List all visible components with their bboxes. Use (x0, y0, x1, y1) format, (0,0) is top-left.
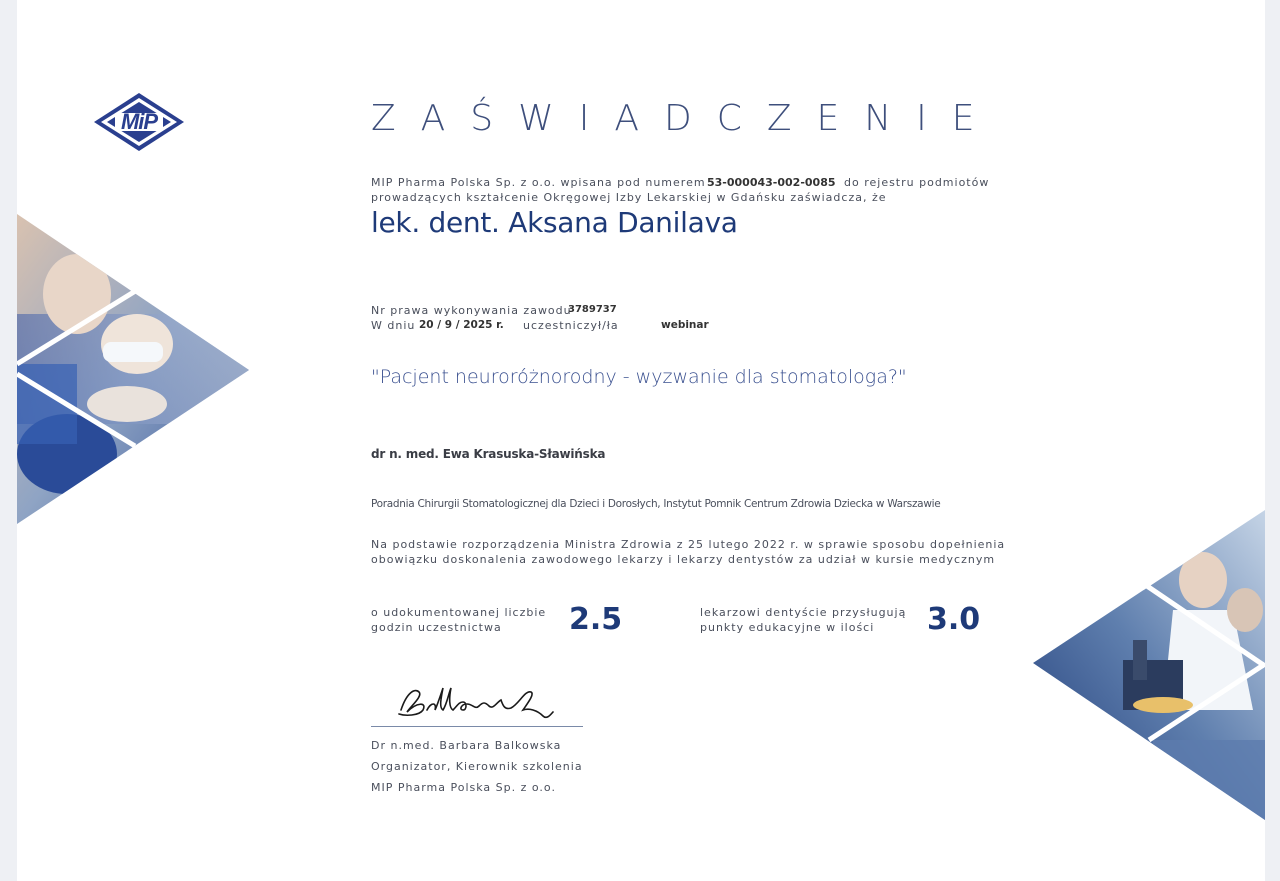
hours-label-line2: godzin uczestnictwa (371, 621, 502, 634)
signatory-company: MIP Pharma Polska Sp. z o.o. (371, 781, 556, 794)
certificate-sheet (17, 0, 1265, 881)
hours-value: 2.5 (569, 602, 623, 637)
handwritten-signature (393, 680, 563, 724)
register-number: 53-000043-002-0085 (707, 176, 836, 189)
regulation-line1: Na podstawie rozporządzenia Ministra Zdrowia z 25 lutego 2022 r. w sprawie sposobu dopełnienia (371, 538, 1006, 551)
intro-line2: prowadzących kształcenie Okręgowej Izby Lekarskiej w Gdańsku zaświadcza, że (371, 191, 887, 204)
signatory-name: Dr n.med. Barbara Balkowska (371, 739, 562, 752)
participant-name: lek. dent. Aksana Danilava (371, 206, 738, 239)
dental-photo-collage (17, 214, 249, 524)
lecturer-name: dr n. med. Ewa Krasuska-Sławińska (371, 447, 606, 461)
points-label-line1: lekarzowi dentyście przysługują (700, 606, 907, 619)
intro-line1-post: do rejestru podmiotów (844, 176, 990, 189)
certificate-title: ZAŚWIADCZENIE (371, 98, 1000, 139)
points-label-line2: punkty edukacyjne w ilości (700, 621, 875, 634)
laboratory-photo-collage (1033, 510, 1265, 820)
regulation-line2: obowiązku doskonalenia zawodowego lekarzy i lekarzy dentystów za udział w kursie medycznym (371, 553, 996, 566)
mip-logo (93, 92, 185, 152)
attendance-date: 20 / 9 / 2025 r. (419, 319, 504, 331)
license-label: Nr prawa wykonywania zawodu (371, 304, 572, 317)
date-label: W dniu (371, 319, 416, 332)
attendance-form: webinar (661, 319, 709, 331)
participated-label: uczestniczył/ła (523, 319, 619, 332)
signatory-role: Organizator, Kierownik szkolenia (371, 760, 583, 773)
license-number: 3789737 (568, 304, 617, 315)
logo-text: MiP (120, 109, 158, 134)
signature-line (371, 726, 583, 727)
points-value: 3.0 (927, 602, 981, 637)
hours-label-line1: o udokumentowanej liczbie (371, 606, 547, 619)
intro-line1-pre: MIP Pharma Polska Sp. z o.o. wpisana pod numerem (371, 176, 706, 189)
lecturer-institution: Poradnia Chirurgii Stomatologicznej dla Dzieci i Dorosłych, Instytut Pomnik Centrum Zdrowia Dziecka w Warszawie (371, 498, 941, 510)
course-title: "Pacjent neuroróżnorodny - wyzwanie dla stomatologa?" (371, 366, 907, 388)
